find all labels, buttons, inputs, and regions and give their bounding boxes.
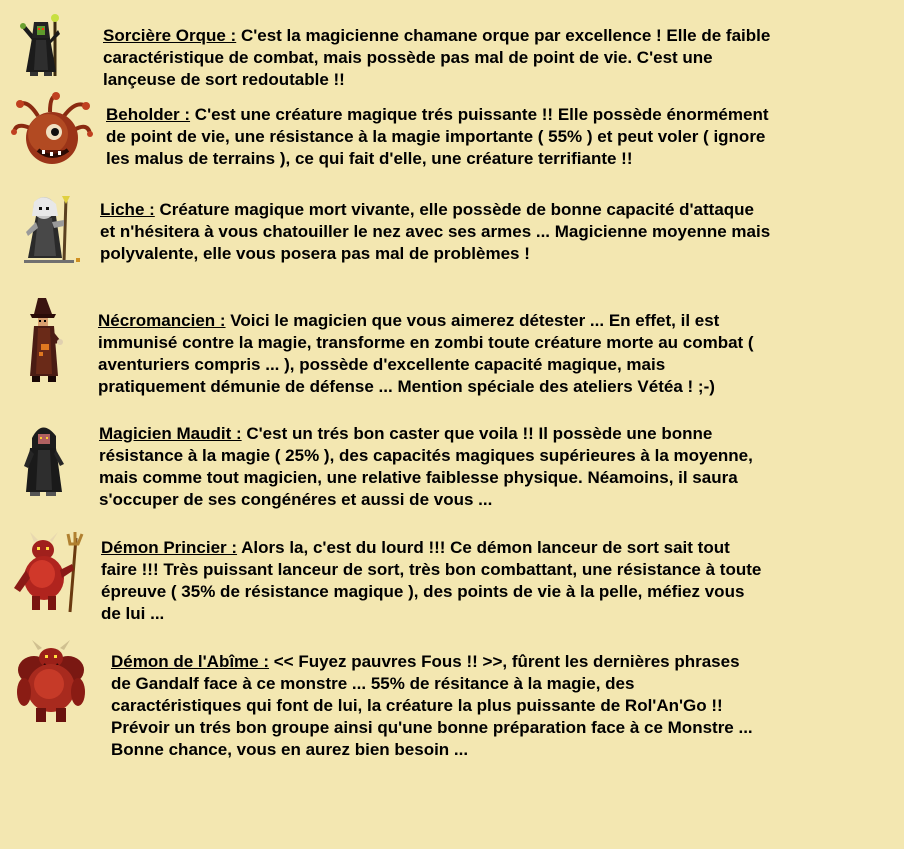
beholder-icon <box>10 92 94 172</box>
prince-demon-icon <box>12 530 92 614</box>
cursed-mage-icon <box>22 418 66 498</box>
necromancer-icon <box>24 296 66 384</box>
creature-name: Nécromancien : <box>98 311 226 330</box>
lich-icon <box>18 192 82 264</box>
creature-name: Démon Princier : <box>101 538 238 557</box>
creature-name: Beholder : <box>106 105 191 124</box>
abyss-demon-icon <box>14 640 88 724</box>
creature-name: Liche : <box>100 200 155 219</box>
entry-text: Beholder : C'est une créature magique trés puissante !! Elle possède énormément de point de vie, une résistance à la magie importante ( 55% ) et peut voler ( ignore les malus de terrains ), ce qui fait d'elle, une créature terrifiante !! <box>106 105 769 168</box>
entry-text: Liche : Créature magique mort vivante, elle possède de bonne capacité d'attaque et n'hésitera à vous chatouiller le nez avec ses armes ... Magicienne moyenne mais polyvalente, elle vous posera pas mal de problèmes ! <box>100 200 771 263</box>
creature-name: Démon de l'Abîme : <box>111 652 270 671</box>
entry-text: Magicien Maudit : C'est un trés bon caster que voila !! Il possède une bonne résistance à la magie ( 25% ), des capacités magiques supérieures à la moyenne, mais comme tout magicien, une relative faiblesse physique. Néamoins, il saura s'occuper de ses congénéres et aussi de vous ... <box>99 424 753 509</box>
entry-text: Sorcière Orque : C'est la magicienne chamane orque par excellence ! Elle de faible caractéristique de combat, mais possède pas mal de point de vie. C'est une lançeuse de sort redoutable !! <box>103 26 771 89</box>
entry-text: Démon Princier : Alors la, c'est du lourd !!! Ce démon lanceur de sort sait tout faire !!! Très puissant lanceur de sort, très bon combattant, une résistance à toute épreuve ( 35% de résistance magique ), des points de vie à la pelle, méfiez vous de lui ... <box>101 538 762 623</box>
orc-sorceress-icon <box>18 12 64 78</box>
creature-name: Magicien Maudit : <box>99 424 242 443</box>
creature-name: Sorcière Orque : <box>103 26 237 45</box>
entry-text: Démon de l'Abîme : << Fuyez pauvres Fous !! >>, fûrent les dernières phrases de Gandalf face à ce monstre ... 55% de résitance à la magie, des caractéristiques qui font de lui, la créature la plus puissante de Rol'An'Go !! Prévoir un trés bon groupe ainsi qu'une bonne préparation face à ce Monstre ... Bonne chance, vous en aurez bien besoin ... <box>111 652 753 759</box>
entry-text: Nécromancien : Voici le magicien que vous aimerez détester ... En effet, il est immunisé contre la magie, transforme en zombi toute créature morte au combat ( aventuriers compris ... ), possède d'excellente capacité magique, mais pratiquement démunie de défense ... Mention spéciale des ateliers Vétéa ! ;-) <box>98 311 754 396</box>
